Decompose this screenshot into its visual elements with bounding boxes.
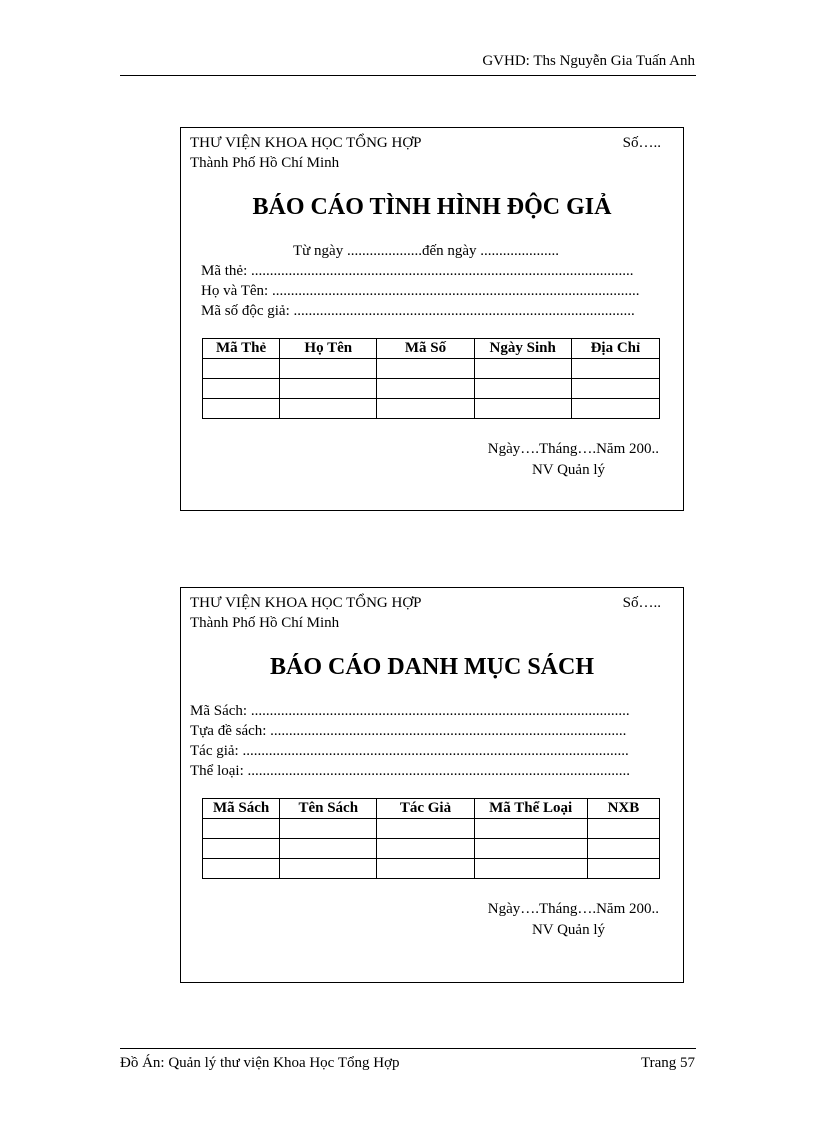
table-row: [203, 859, 660, 879]
table-header-row: [203, 339, 660, 359]
book-id-field: Mã Sách: .....................................................................................................: [190, 703, 630, 719]
table-cell: [280, 819, 377, 839]
footer-project-title: Đồ Án: Quản lý thư viện Khoa Học Tổng Hợp: [120, 1055, 400, 1071]
table-cell: [474, 859, 587, 879]
reader-table: [202, 338, 660, 419]
full-name-field: Họ và Tên: ..................................................................................................: [201, 283, 640, 299]
signature-date: Ngày….Tháng….Năm 200..: [487, 441, 659, 457]
column-header: Mã Thể Loại: [474, 799, 587, 819]
table-cell: [377, 859, 474, 879]
table-cell: [203, 359, 280, 379]
signature-name: NV Quản lý: [531, 922, 605, 938]
table-row: [203, 819, 660, 839]
signature-date: Ngày….Tháng….Năm 200..: [487, 901, 659, 917]
table-cell: [474, 399, 571, 419]
table-cell: [571, 379, 659, 399]
table-cell: [474, 359, 571, 379]
table-cell: [474, 839, 587, 859]
column-header: Địa Chỉ: [571, 339, 659, 359]
table-cell: [203, 379, 280, 399]
table-cell: [203, 399, 280, 419]
table-cell: [280, 399, 377, 419]
table-cell: [203, 819, 280, 839]
card-id-field: Mã thẻ: ......................................................................................................: [201, 263, 634, 279]
author-field: Tác giả: .......................................................................................................: [190, 743, 629, 759]
table-row: [203, 839, 660, 859]
book-title-field: Tựa đề sách: ...............................................................................................: [190, 723, 627, 739]
column-header: Tên Sách: [280, 799, 377, 819]
table-cell: [280, 839, 377, 859]
table-cell: [571, 359, 659, 379]
library-name: THƯ VIỆN KHOA HỌC TỔNG HỢP: [190, 595, 422, 611]
table-header-row: [203, 799, 660, 819]
reader-report-form: [180, 127, 684, 511]
header-rule: [120, 75, 696, 76]
table-cell: [203, 859, 280, 879]
table-cell: [377, 399, 474, 419]
report-number: Số…..: [622, 135, 661, 151]
table-cell: [571, 399, 659, 419]
column-header: Mã Thẻ: [203, 339, 280, 359]
table-row: [203, 399, 660, 419]
table-cell: [377, 839, 474, 859]
category-field: Thể loại: ......................................................................................................: [190, 763, 630, 779]
table-cell: [377, 819, 474, 839]
table-cell: [587, 859, 659, 879]
report-title: BÁO CÁO TÌNH HÌNH ĐỘC GIẢ: [252, 194, 612, 220]
library-city: Thành Phố Hồ Chí Minh: [190, 155, 340, 171]
table-cell: [280, 859, 377, 879]
column-header: Mã Sách: [203, 799, 280, 819]
book-catalog-form: [180, 587, 684, 983]
table-row: [203, 379, 660, 399]
table-cell: [474, 379, 571, 399]
table-cell: [280, 359, 377, 379]
table-cell: [587, 819, 659, 839]
table-cell: [280, 379, 377, 399]
date-range-field: Từ ngày ....................đến ngày .....................: [293, 243, 560, 259]
page-header-text: GVHD: Ths Nguyễn Gia Tuấn Anh: [482, 53, 695, 69]
book-table: [202, 798, 660, 879]
column-header: Họ Tên: [280, 339, 377, 359]
report-number: Số…..: [622, 595, 661, 611]
table-cell: [377, 359, 474, 379]
table-cell: [587, 839, 659, 859]
column-header: Ngày Sinh: [474, 339, 571, 359]
column-header: NXB: [587, 799, 659, 819]
column-header: Tác Giả: [377, 799, 474, 819]
table-cell: [474, 819, 587, 839]
reader-id-field: Mã số độc giả: ...........................................................................................: [201, 303, 635, 319]
table-row: [203, 359, 660, 379]
report-title: BÁO CÁO DANH MỤC SÁCH: [270, 654, 594, 680]
library-city: Thành Phố Hồ Chí Minh: [190, 615, 340, 631]
table-cell: [203, 839, 280, 859]
footer-rule: [120, 1048, 696, 1049]
table-cell: [377, 379, 474, 399]
column-header: Mã Số: [377, 339, 474, 359]
library-name: THƯ VIỆN KHOA HỌC TỔNG HỢP: [190, 135, 422, 151]
signature-name: NV Quản lý: [531, 462, 605, 478]
page-number: Trang 57: [640, 1055, 695, 1071]
